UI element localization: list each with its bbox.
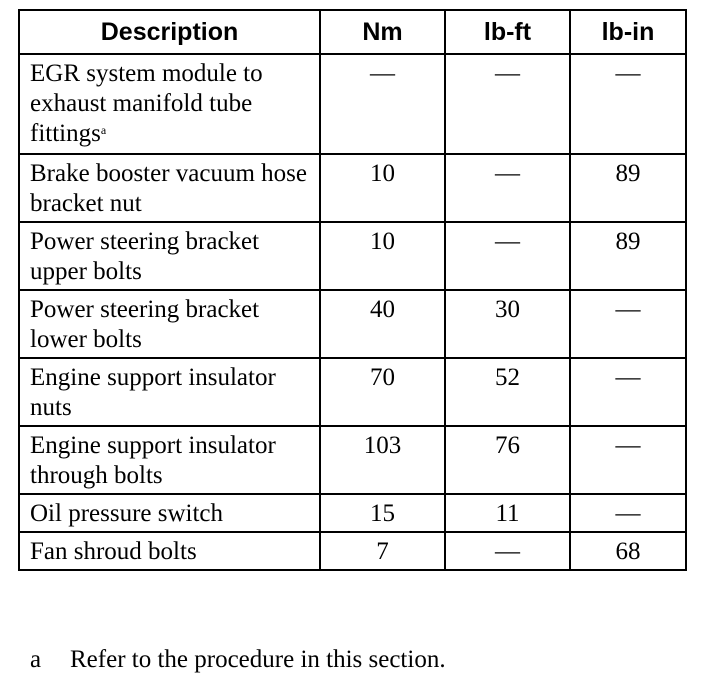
description-text: EGR system module to exhaust manifold tube fittings bbox=[30, 60, 263, 147]
table-row bbox=[19, 358, 686, 426]
value-lb-ft: — bbox=[445, 154, 570, 222]
row-description: Power steering bracket lower bolts bbox=[19, 290, 320, 358]
torque-specifications-table bbox=[18, 9, 687, 571]
value-nm: 10 bbox=[320, 222, 445, 290]
value-lb-ft: — bbox=[445, 532, 570, 570]
value-lb-ft: 52 bbox=[445, 358, 570, 426]
row-description: Fan shroud bolts bbox=[19, 532, 320, 570]
table-row bbox=[19, 54, 686, 154]
value-lb-in: — bbox=[570, 494, 686, 532]
value-nm: 7 bbox=[320, 532, 445, 570]
footnote-text: Refer to the procedure in this section. bbox=[70, 646, 446, 673]
column-header-lb-ft: lb-ft bbox=[445, 10, 570, 54]
value-lb-in: — bbox=[570, 358, 686, 426]
row-description: Brake booster vacuum hose bracket nut bbox=[19, 154, 320, 222]
value-nm: 15 bbox=[320, 494, 445, 532]
value-nm: 103 bbox=[320, 426, 445, 494]
table-row bbox=[19, 494, 686, 532]
row-description: Power steering bracket upper bolts bbox=[19, 222, 320, 290]
value-nm: 40 bbox=[320, 290, 445, 358]
table-row bbox=[19, 532, 686, 570]
value-nm: — bbox=[320, 54, 445, 154]
value-lb-ft: 76 bbox=[445, 426, 570, 494]
column-header-nm: Nm bbox=[320, 10, 445, 54]
table-row bbox=[19, 290, 686, 358]
table-row bbox=[19, 426, 686, 494]
column-header-description: Description bbox=[19, 10, 320, 54]
table-header-row bbox=[19, 10, 686, 54]
value-lb-in: — bbox=[570, 54, 686, 154]
table-footnote bbox=[30, 645, 446, 675]
table-row bbox=[19, 222, 686, 290]
footnote-mark: a bbox=[30, 646, 42, 673]
row-description: Engine support insulator nuts bbox=[19, 358, 320, 426]
footnote-reference: a bbox=[100, 123, 107, 137]
row-description bbox=[19, 54, 320, 154]
value-lb-in: — bbox=[570, 426, 686, 494]
value-lb-in: — bbox=[570, 290, 686, 358]
value-lb-ft: — bbox=[445, 54, 570, 154]
value-lb-ft: 30 bbox=[445, 290, 570, 358]
column-header-lb-in: lb-in bbox=[570, 10, 686, 54]
row-description: Engine support insulator through bolts bbox=[19, 426, 320, 494]
row-description: Oil pressure switch bbox=[19, 494, 320, 532]
value-lb-ft: — bbox=[445, 222, 570, 290]
value-lb-in: 68 bbox=[570, 532, 686, 570]
value-nm: 70 bbox=[320, 358, 445, 426]
value-nm: 10 bbox=[320, 154, 445, 222]
value-lb-in: 89 bbox=[570, 154, 686, 222]
value-lb-ft: 11 bbox=[445, 494, 570, 532]
table-row bbox=[19, 154, 686, 222]
value-lb-in: 89 bbox=[570, 222, 686, 290]
